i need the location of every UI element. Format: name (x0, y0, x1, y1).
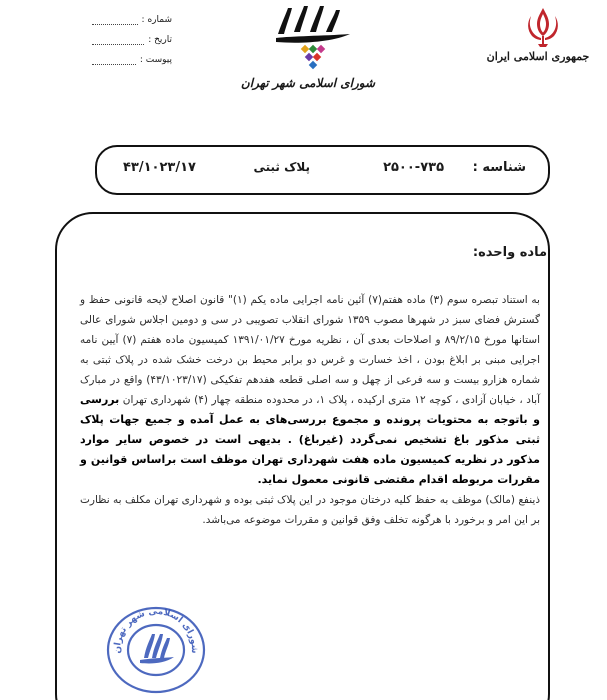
meta-number-row (92, 10, 172, 30)
meta-number-label: شماره : (141, 15, 172, 25)
meta-number-line (92, 15, 138, 25)
seal-text: شورای اسلامی شهر تهران (112, 606, 200, 654)
council-logo-icon (272, 4, 354, 70)
article-paragraph-1 (80, 290, 540, 490)
plate-label: پلاک ثبتی (253, 160, 310, 174)
article-paragraph-2: ذینفع (مالک) موظف به حفظ کلیه درختان موجود در این پلاک ثبتی بوده و شهرداری تهران مکلف به نظارت بر این امر و برخورد با هرگونه تخلف وفق قوانین و مقررات موضوعه می‌باشد. (80, 494, 540, 526)
article-paragraph-1-text: به استناد تبصره سوم (۳) ماده هفتم(۷) آئین نامه اجرایی ماده یکم (۱)" قانون اصلاح لایحه قانونی حفظ و گسترش فضای سبز در شهرها مصوب ۱۳۵۹ شورای انقلاب تصویبی در سی و دومین اجلاس شورای عالی استانها مورخ ۸۹/۲/۱۵ و اصلاحات بعدی آن ، نظریه مورخ ۱۳۹۱/۰۱/۲۷ کمیسیون ماده هفتم (۷) آیین نامه اجرایی مبنی بر ابلاغ بودن ، اخذ خسارت و غرس دو برابر محیط بن درخت خشک شده در پلاک ثبتی به شماره هزارو بیست و سه فرعی از چهل و سه اصلی قطعه هفدهم تفکیکی (۴۳/۱۰۲۳/۱۷) واقع در مبارک آباد ، خیابان آزادی ، کوچه ۱۲ متری ارکیده ، پلاک ۱، در محدوده منطقه چهار (۴) شهرداری تهران (80, 294, 540, 406)
iran-emblem-icon (523, 6, 563, 48)
reference-box (95, 145, 550, 195)
meta-attachment-label: پیوست : (139, 55, 172, 65)
council-name: شورای اسلامی شهر تهران (240, 76, 376, 90)
meta-attachment-row (92, 50, 172, 70)
reference-number-label: شناسه : (472, 160, 526, 175)
meta-date-line (92, 35, 144, 45)
reference-number-value: ۲۵۰۰-۷۳۵ (383, 160, 444, 175)
plate-value: ۴۳/۱۰۲۳/۱۷ (123, 160, 196, 175)
council-seal-icon (104, 600, 208, 694)
meta-date-row (92, 30, 172, 50)
article-title: ماده واحده: (472, 245, 547, 260)
country-name: جمهوری اسلامی ایران (486, 50, 590, 63)
article-body (80, 290, 540, 530)
document-meta (92, 10, 172, 70)
meta-date-label: تاریخ : (148, 35, 172, 45)
article-paragraph-1-bold: بررسی و باتوجه به محتویات پرونده و مجموع بررسی‌های به عمل آمده و جمیع جهات پلاک ثبتی مذکور باغ تشخیص نمی‌گردد (غیرباغ) . بدیهی است در خصوص سایر موارد مذکور در نظریه کمیسیون ماده هفت شهرداری تهران موظف است براساس قوانین و مقررات مربوطه اقدام مقتضی قانونی معمول نماید. (80, 393, 540, 486)
meta-attachment-line (92, 55, 136, 65)
